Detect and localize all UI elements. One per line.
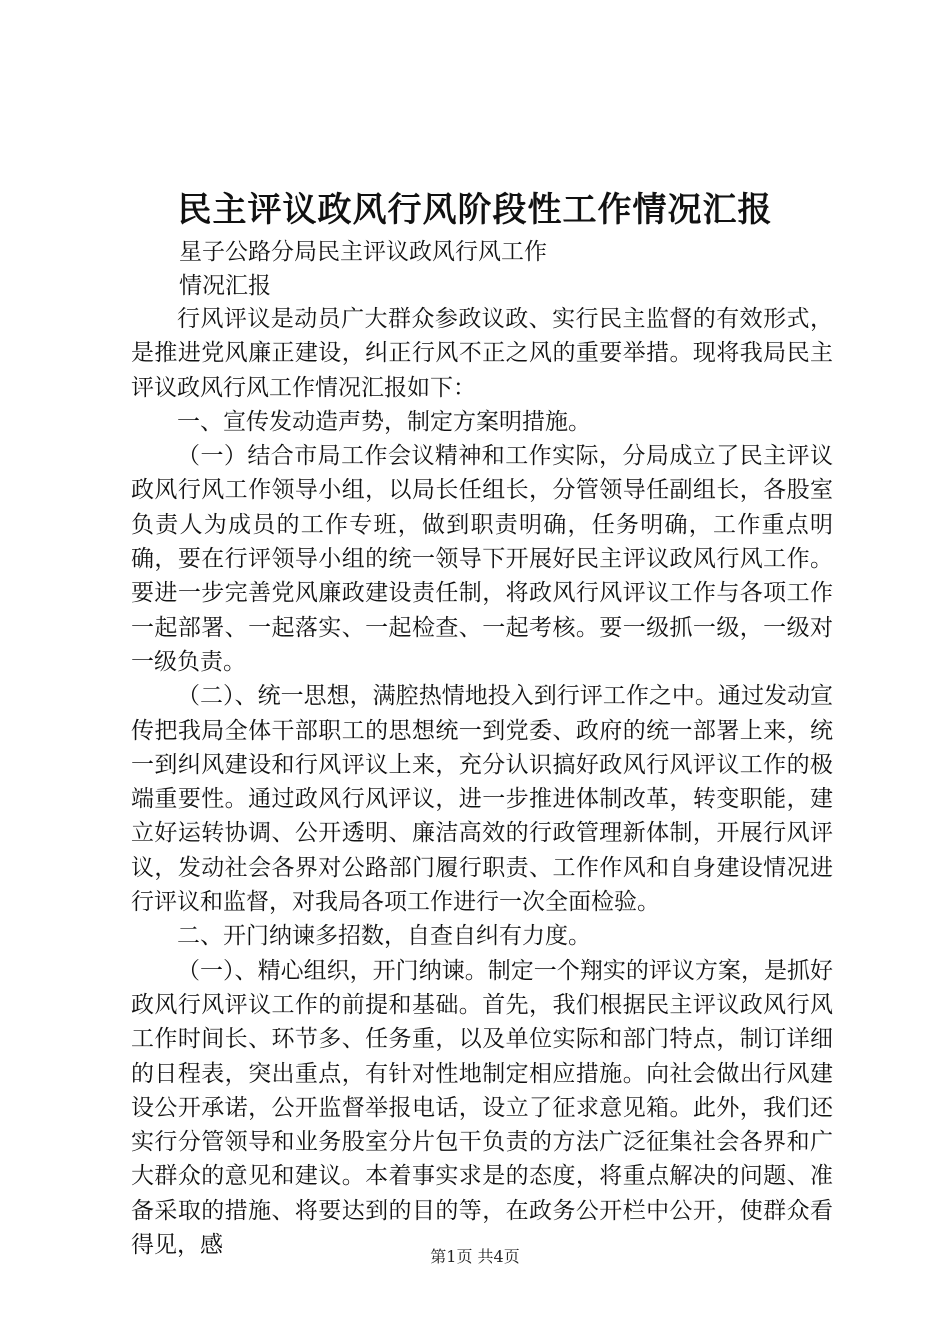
paragraph-1-2: （二）、统一思想，满腔热情地投入到行评工作之中。通过发动宣传把我局全体干部职工的思想统一到党委、政府的统一部署上来，统一到纠风建设和行风评议上来，充分认识搞好政风行风评议工作的极端重要性。通过政风行风评议，进一步推进体制改革，转变职能，建立好运转协调、公开透明、廉洁高效的行政管理新体制，开展行风评议，发动社会各界对公路部门履行职责、工作作风和自身建设情况进行评议和监督，对我局各项工作进行一次全面检验。 [131,683,833,916]
section-heading-1: 一、宣传发动造声势，制定方案明措施。 [177,408,591,435]
paragraph-1-1: （一）结合市局工作会议精神和工作实际，分局成立了民主评议政风行风工作领导小组，以局长任组长，分管领导任副组长，各股室负责人为成员的工作专班，做到职责明确，任务明确，工作重点明确，要在行评领导小组的统一领导下开展好民主评议政风行风工作。要进一步完善党风廉政建设责任制，将政风行风评议工作与各项工作一起部署、一起落实、一起检查、一起考核。要一级抓一级，一级对一级负责。 [131,443,833,675]
section-heading-2: 二、开门纳谏多招数，自查自纠有力度。 [177,923,591,950]
document-subtitle-line1: 星子公路分局民主评议政风行风工作 [179,239,547,265]
document-title: 民主评议政风行风阶段性工作情况汇报 [177,190,773,230]
paragraph-intro: 行风评议是动员广大群众参政议政、实行民主监督的有效形式，是推进党风廉正建设，纠正行风不正之风的重要举措。现将我局民主评议政风行风工作情况汇报如下： [131,306,833,401]
page-footer: 第1页 共4页 [430,1247,520,1266]
document-subtitle-line2: 情况汇报 [179,273,271,299]
document-body [131,302,833,1262]
paragraph-2-1: （一）、精心组织，开门纳谏。制定一个翔实的评议方案，是抓好政风行风评议工作的前提和基础。首先，我们根据民主评议政风行风工作时间长、环节多、任务重，以及单位实际和部门特点，制订详细的日程表，突出重点，有针对性地制定相应措施。向社会做出行风建设公开承诺，公开监督举报电话，设立了征求意见箱。此外，我们还实行分管领导和业务股室分片包干负责的方法广泛征集社会各界和广大群众的意见和建议。本着事实求是的态度，将重点解决的问题、准备采取的措施、将要达到的目的等，在政务公开栏中公开，使群众看得见，感 [131,957,833,1259]
